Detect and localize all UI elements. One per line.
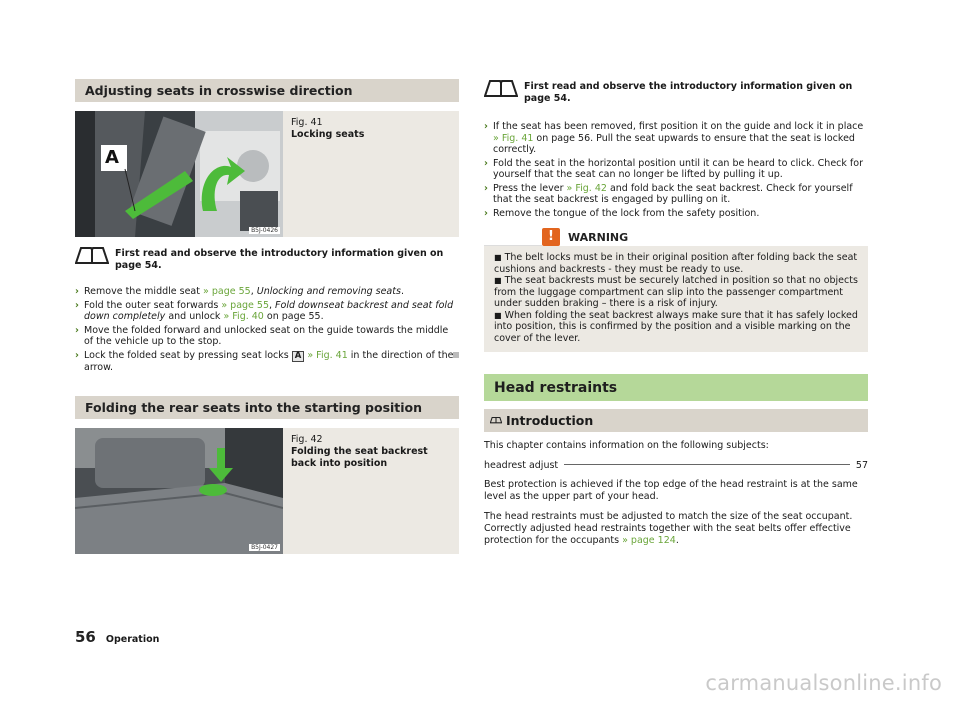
figure-42-code: B5J-0427 (251, 544, 278, 551)
chevron-right-icon: › (75, 299, 79, 311)
head-restraints-title: Head restraints (484, 374, 868, 401)
figure-41-image (75, 111, 283, 237)
figure-42-image (75, 428, 283, 554)
seat-lock-badge: A (292, 351, 305, 362)
figure-42-title: Folding the seat backrest back into position (291, 446, 428, 469)
warning-box (484, 228, 868, 352)
chevron-right-icon: › (75, 324, 79, 336)
intro-note-text: First read and observe the introductory information given on page 54. (115, 248, 444, 271)
intro-note-text: First read and observe the introductory information given on page 54. (524, 81, 853, 104)
paragraph-adjustment: The head restraints must be adjusted to match the size of the seat occupant. Correctly adjusted head restraints together with the seat belts offer effective protection for the occupants » page 124. (484, 511, 853, 546)
book-icon (490, 415, 502, 425)
toc-leader (564, 464, 850, 465)
chevron-right-icon: › (484, 182, 488, 194)
toc-entry[interactable] (484, 460, 868, 471)
list-item: › Press the lever » Fig. 42 and fold back the seat backrest. Check for yourself that the seat backrest is engaged by pulling on it. (484, 182, 853, 205)
list-item: › Remove the tongue of the lock from the safety position. (484, 207, 760, 219)
introduction-bar (484, 409, 868, 432)
square-bullet-icon: ■ (494, 253, 502, 262)
link-page-55[interactable]: » page 55 (203, 286, 251, 297)
link-fig-41[interactable]: » Fig. 41 (493, 132, 534, 144)
link-fig-42[interactable]: » Fig. 42 (566, 182, 607, 194)
chevron-right-icon: › (75, 286, 79, 297)
section-title-folding: Folding the rear seats into the starting position (75, 396, 459, 419)
warning-icon: ! (542, 228, 560, 246)
list-item: ■ The belt locks must be in their original position after folding back the seat cushions and backrests - they must be ready to use. (494, 252, 858, 275)
link-page-124[interactable]: » page 124 (622, 535, 676, 546)
figure-42-number: Fig. 42 (291, 434, 323, 445)
book-icon (75, 246, 109, 264)
right-column (484, 79, 868, 547)
link-page-55[interactable]: » page 55 (221, 299, 269, 311)
figure-41 (75, 111, 459, 237)
chevron-right-icon: › (75, 349, 79, 361)
introduction-title: Introduction (506, 413, 594, 428)
figure-41-title: Locking seats (291, 129, 365, 140)
chevron-right-icon: › (484, 157, 488, 169)
list-item: › If the seat has been removed, first position it on the guide and lock it in place » Fig. 41 on page 56. Pull the seat upwards to ensure that the seat is locked correctly. (484, 121, 864, 155)
warning-title: WARNING (568, 230, 629, 244)
chevron-right-icon: › (484, 207, 488, 219)
list-item: › Remove the middle seat » page 55, Unlocking and removing seats. (75, 286, 404, 297)
figure-42-caption (283, 428, 459, 554)
intro-note-left (75, 246, 459, 272)
list-item: › Move the folded forward and unlocked seat on the guide towards the middle of the vehicle up to the stop. (75, 324, 449, 347)
paragraph-best-protection: Best protection is achieved if the top edge of the head restraint is at the same level as the upper part of your head. (484, 479, 858, 502)
list-item: › Fold the outer seat forwards » page 55, Fold downseat backrest and seat fold down completely and unlock » Fig. 40 on page 55. (75, 299, 454, 322)
figure-41-label-a: A (105, 147, 119, 168)
figure-41-number: Fig. 41 (291, 117, 323, 128)
watermark: carmanualsonline.info (705, 671, 942, 695)
figure-41-code: B5J-0426 (251, 227, 278, 234)
section-title-crosswise: Adjusting seats in crosswise direction (75, 79, 459, 102)
list-item: ■ The seat backrests must be securely latched in position so that no objects from the luggage compartment can slip into the passenger compartment under sudden braking – there is a risk of injury. (494, 275, 858, 309)
chevron-right-icon: › (484, 121, 488, 132)
intro-note-right (484, 79, 868, 105)
right-steps (484, 121, 868, 219)
square-bullet-icon: ■ (494, 276, 502, 285)
link-fig-41[interactable]: » Fig. 41 (304, 349, 348, 361)
left-steps (75, 286, 459, 373)
section-end-mark (453, 352, 459, 358)
page-footer (75, 628, 159, 646)
book-icon (484, 79, 518, 97)
warning-header (484, 228, 868, 246)
locking-seats-photo (75, 111, 283, 237)
footer-section: Operation (105, 634, 160, 645)
toc-page: 57 (855, 460, 868, 471)
folding-seat-photo (75, 428, 283, 554)
list-item: › Fold the seat in the horizontal position until it can be heard to click. Check for yourself that the seat can no longer be lifted by pulling it up. (484, 157, 863, 180)
list-item: ■ When folding the seat backrest always make sure that it has safely locked into position, this is confirmed by the position and a visible marking on the cover of the lever. (494, 309, 858, 344)
toc-label: headrest adjust (484, 460, 559, 471)
square-bullet-icon: ■ (494, 310, 502, 320)
left-column (75, 79, 459, 554)
page-number: 56 (75, 628, 96, 646)
figure-41-caption (283, 111, 459, 237)
chapter-intro: This chapter contains information on the following subjects: (484, 440, 769, 451)
list-item: › Lock the folded seat by pressing seat locks A » Fig. 41 in the direction of the arrow. (75, 349, 454, 373)
warning-list (484, 246, 868, 344)
link-fig-40[interactable]: » Fig. 40 (223, 311, 264, 322)
figure-42 (75, 428, 459, 554)
